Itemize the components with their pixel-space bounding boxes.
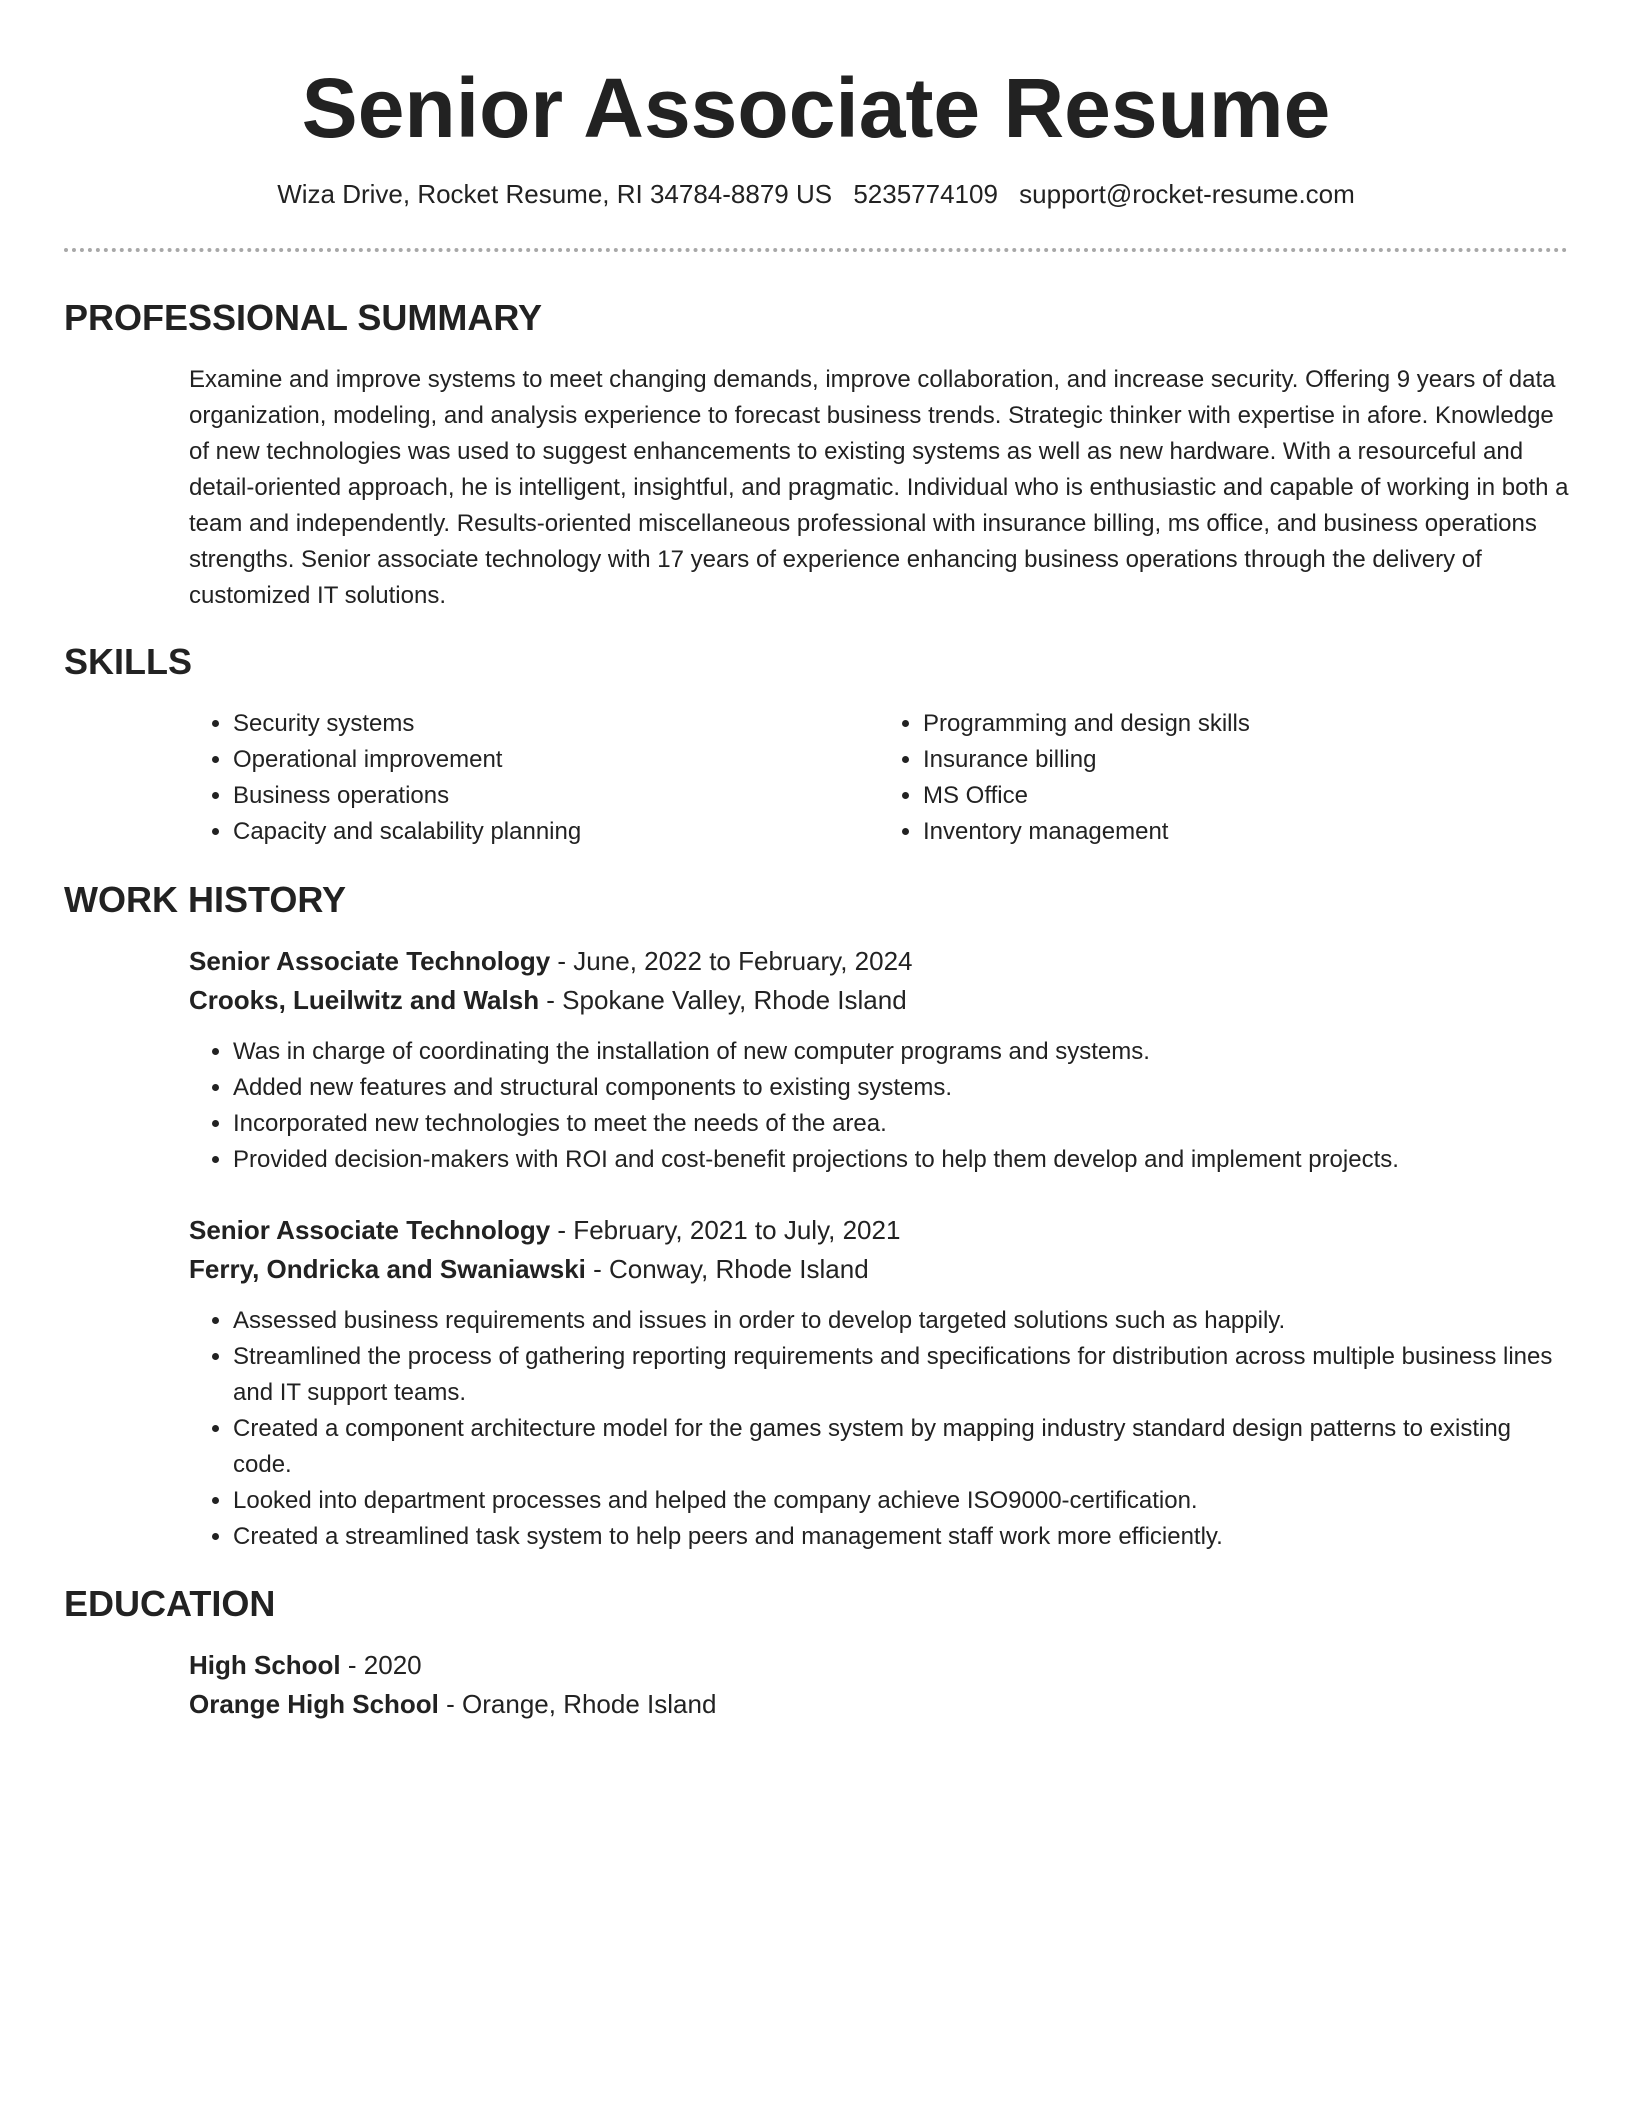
job-title-line <box>189 942 1569 981</box>
skills-block <box>189 706 1569 850</box>
skills-list-left <box>189 706 879 850</box>
education-heading: EDUCATION <box>64 1583 276 1624</box>
job-company-line <box>189 1250 1569 1289</box>
job-bullet: • Looked into department processes and helped the company achieve ISO9000-certification. <box>233 1483 1569 1519</box>
job-company: Crooks, Lueilwitz and Walsh <box>189 985 540 1015</box>
job-entry <box>189 1211 1569 1555</box>
job-bullet: • Added new features and structural components to existing systems. <box>233 1070 1569 1106</box>
summary-heading: PROFESSIONAL SUMMARY <box>64 297 543 338</box>
contact-address: Wiza Drive, Rocket Resume, RI 34784-8879 US <box>277 179 833 209</box>
skill-item: • Operational improvement <box>233 742 879 778</box>
education-degree: High School <box>189 1650 341 1680</box>
job-location: - Spokane Valley, Rhode Island <box>539 985 907 1015</box>
contact-line <box>0 176 1632 212</box>
contact-email: support@rocket-resume.com <box>1019 179 1355 209</box>
contact-phone: 5235774109 <box>853 179 998 209</box>
job-bullet: • Incorporated new technologies to meet the needs of the area. <box>233 1106 1569 1142</box>
skill-item: • Security systems <box>233 706 879 742</box>
work-heading: WORK HISTORY <box>64 879 347 920</box>
education-degree-line <box>189 1646 1569 1685</box>
job-company-line <box>189 981 1569 1020</box>
job-bullet: • Assessed business requirements and issues in order to develop targeted solutions such as happily. <box>233 1303 1569 1339</box>
job-location: - Conway, Rhode Island <box>585 1254 869 1284</box>
job-company: Ferry, Ondricka and Swaniawski <box>189 1254 586 1284</box>
skill-item: • Insurance billing <box>923 742 1569 778</box>
job-role: Senior Associate Technology <box>189 946 551 976</box>
skills-heading: SKILLS <box>64 641 193 682</box>
skills-list-right <box>879 706 1569 850</box>
skill-item: • Inventory management <box>923 814 1569 850</box>
education-year: - 2020 <box>340 1650 422 1680</box>
skill-item: • MS Office <box>923 778 1569 814</box>
skill-item: • Business operations <box>233 778 879 814</box>
job-bullet: • Was in charge of coordinating the installation of new computer programs and systems. <box>233 1034 1569 1070</box>
job-dates: - June, 2022 to February, 2024 <box>550 946 913 976</box>
education-location: - Orange, Rhode Island <box>438 1689 717 1719</box>
education-entry <box>189 1646 1569 1724</box>
header-divider <box>64 248 1568 252</box>
job-bullet: • Streamlined the process of gathering reporting requirements and specifications for distribution across multiple business lines and IT support teams. <box>233 1339 1569 1411</box>
job-bullets <box>189 1303 1569 1555</box>
job-bullet: • Created a component architecture model for the games system by mapping industry standard design patterns to existing code. <box>233 1411 1569 1483</box>
job-bullet: • Created a streamlined task system to help peers and management staff work more efficiently. <box>233 1519 1569 1555</box>
summary-block <box>189 362 1569 614</box>
job-role: Senior Associate Technology <box>189 1215 551 1245</box>
resume-title: Senior Associate Resume <box>301 61 1331 155</box>
summary-text: Examine and improve systems to meet changing demands, improve collaboration, and increase security. Offering 9 years of data organization, modeling, and analysis experience to forecast business trends. Strategic thinker with expertise in afore. Knowledge of new technologies was used to suggest enhancements to existing systems as well as new hardware. With a resourceful and detail-oriented approach, he is intelligent, insightful, and pragmatic. Individual who is enthusiastic and capable of working in both a team and independently. Results-oriented miscellaneous professional with insurance billing, ms office, and business operations strengths. Senior associate technology with 17 years of experience enhancing business operations through the delivery of customized IT solutions. <box>189 366 1569 609</box>
job-bullets <box>189 1034 1569 1178</box>
job-entry <box>189 942 1569 1178</box>
education-school: Orange High School <box>189 1689 439 1719</box>
education-school-line <box>189 1685 1569 1724</box>
skill-item: • Capacity and scalability planning <box>233 814 879 850</box>
job-title-line <box>189 1211 1569 1250</box>
job-dates: - February, 2021 to July, 2021 <box>550 1215 901 1245</box>
skill-item: • Programming and design skills <box>923 706 1569 742</box>
job-bullet: • Provided decision-makers with ROI and cost-benefit projections to help them develop and implement projects. <box>233 1142 1569 1178</box>
